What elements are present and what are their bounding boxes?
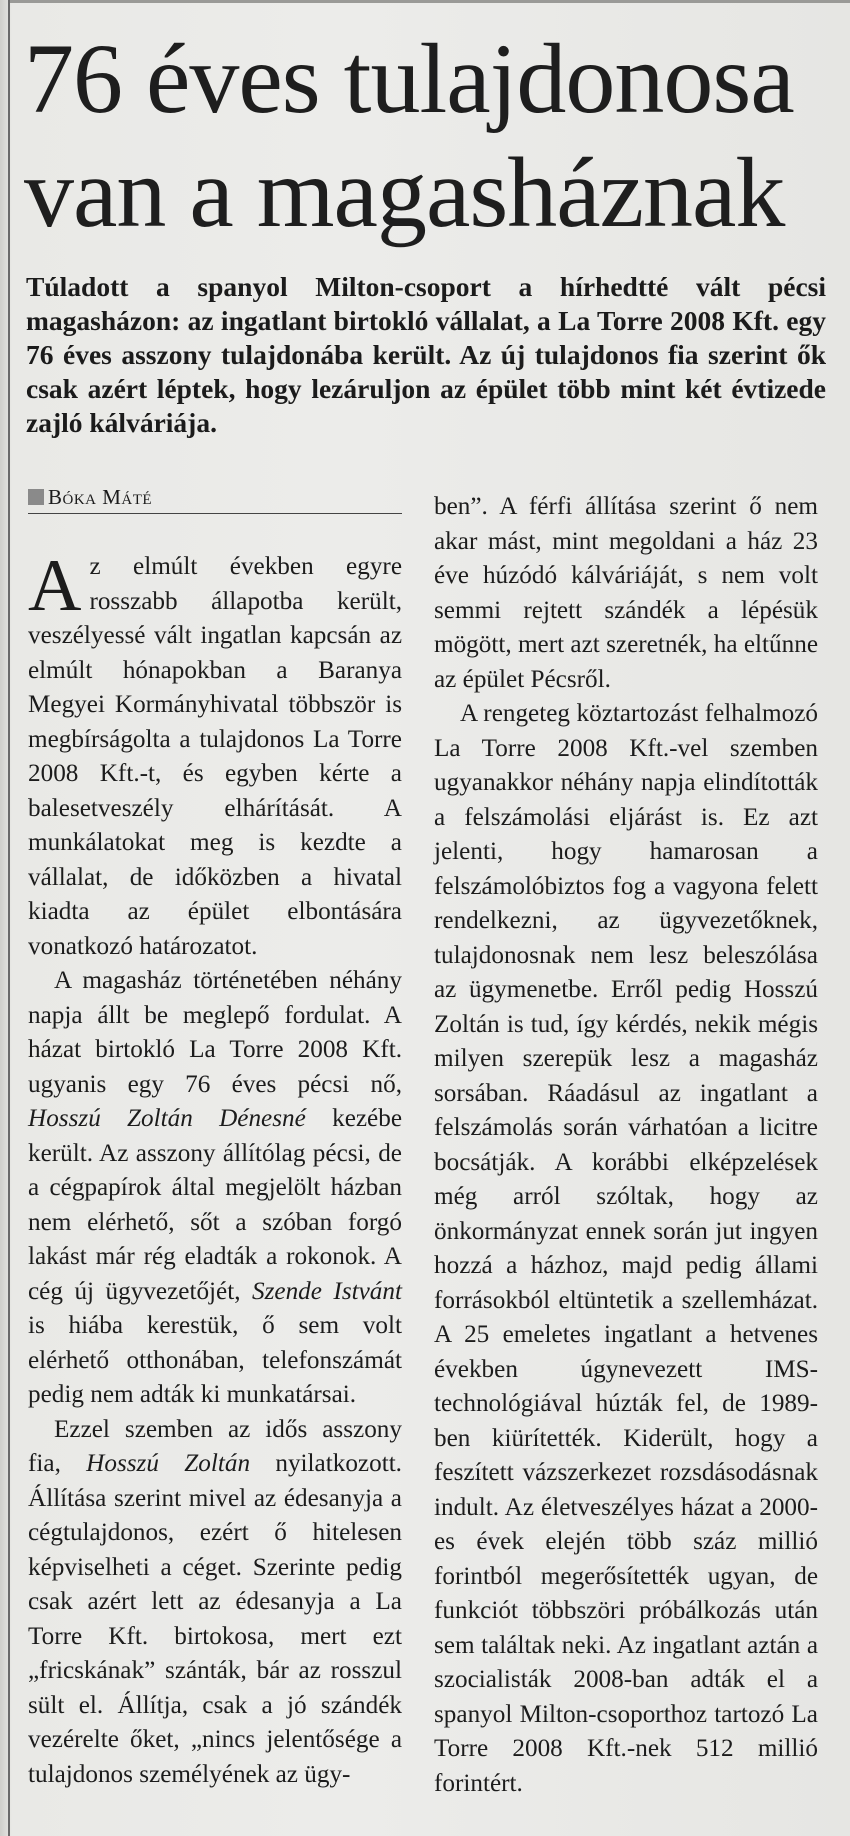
person-name: Hosszú Zoltán Dénesné — [28, 1105, 306, 1132]
person-name: Hosszú Zoltán — [86, 1450, 251, 1477]
paragraph-3: Ezzel szemben az idős asszony fia, Hosszú Zoltán nyilatkozott. Állítása szerint mivel az édesanyja a cégtulajdonos, ezért ő hitelesen képviselheti a céget. Szerinte pedig csak azért lett az édesanyja a La Torre Kft. birtokosa, mert ezt „fricskának” szánták, bár az rosszul sült el. Állítja, csak a jó szándék vezérelte őket, „nincs jelentősége a tulajdonos személyének az ügy- — [28, 1415, 402, 1788]
byline-square-icon — [28, 489, 44, 505]
person-name: Szende Istvánt — [252, 1277, 402, 1305]
article-headline: 76 éves tulajdonosa van a magasháznak — [24, 23, 794, 248]
column-right — [434, 490, 818, 1801]
paragraph-1: Az elmúlt években egyre rosszabb állapotba került, veszélyessé vált ingatlan kapcsán az elmúlt hónapokban a Baranya Megyei Kormányhivatal többször is megbírságolta a tulajdonos La Torre 2008 Kft.-t, és egyben kérte a balesetveszély elhárítását. A munkálatokat meg is kezdte a vállalat, de időközben a hivatal kiadta az épület elbontására vonatkozó határozatot. — [28, 545, 402, 960]
column-left — [28, 545, 402, 1792]
drop-cap: A — [28, 545, 82, 627]
paragraph-3-continued: ben”. A férfi állítása szerint ő nem akar mást, mint megoldani a ház 23 éve húzódó kálváriáját, s nem volt semmi rejtett szándék a lépésük mögött, mert azt szeretnék, ha eltűnne az épület Pécsről. — [434, 493, 818, 693]
top-rule — [10, 0, 850, 3]
author-name: Bóka Máté — [48, 485, 153, 509]
article-lead: Túladott a spanyol Milton-csoport a hírhedtté vált pécsi magasházon: az ingatlant birtokló vállalat, a La Torre 2008 Kft. egy 76 éves asszony tulajdonába került. Az új tulajdonos fia szerint ők csak azért léptek, hogy lezáruljon az épület több mint két évtizede zajló kálváriája. — [26, 271, 826, 438]
paragraph-4: A rengeteg köztartozást felhalmozó La Torre 2008 Kft.-vel szemben ugyanakkor néhány napja elindították a felszámolási eljárást is. Ez azt jelenti, hogy hamarosan a felszámolóbiztos fog a vagyona felett rendelkezni, az ügyvezetőknek, tulajdonosnak nem lesz beleszólása az ügymenetbe. Erről pedig Hosszú Zoltán is tud, így kérdés, nekik mégis milyen szerepük lesz a magasház sorsában. Ráadásul az ingatlant a felszámolás során várhatóan a licitre bocsátják. A korábbi elképzelések még arról szóltak, hogy az önkormányzat ennek során jut ingyen hozzá a házhoz, majd pedig állami forrásokból eltüntetik a szellemházat. A 25 emeletes ingatlant a hetvenes években úgynevezett IMS-technológiával húzták fel, de 1989-ben kiürítették. Kiderült, hogy a feszített vázszerkezet rozsdásodásnak indult. Az életveszélyes házat a 2000-es évek elején több száz millió forintból megerősítették ugyan, de funkciót többszöri próbálkozás után sem találtak neki. Az ingatlant aztán a szocialisták 2008-ban adták el a spanyol Milton-csoporthoz tartozó La Torre 2008 Kft.-nek 512 millió forintért. — [434, 700, 818, 1797]
byline — [28, 485, 402, 514]
column-divider — [8, 0, 10, 1836]
paragraph-2: A magasház történetében néhány napja állt be meglepő fordulat. A házat birtokló La Torre 2008 Kft. ugyanis egy 76 éves pécsi nő, Hosszú Zoltán Dénesné kezébe került. Az asszony állítólag pécsi, de a cégpapírok által megjelölt házban nem elérhető, sőt a szóban forgó lakást már rég eladták a rokonok. A cég új ügyvezetőjét, Szende Istvánt is hiába kerestük, ő sem volt elérhető otthonában, telefonszámát pedig nem adták ki munkatársai. — [28, 967, 402, 1408]
